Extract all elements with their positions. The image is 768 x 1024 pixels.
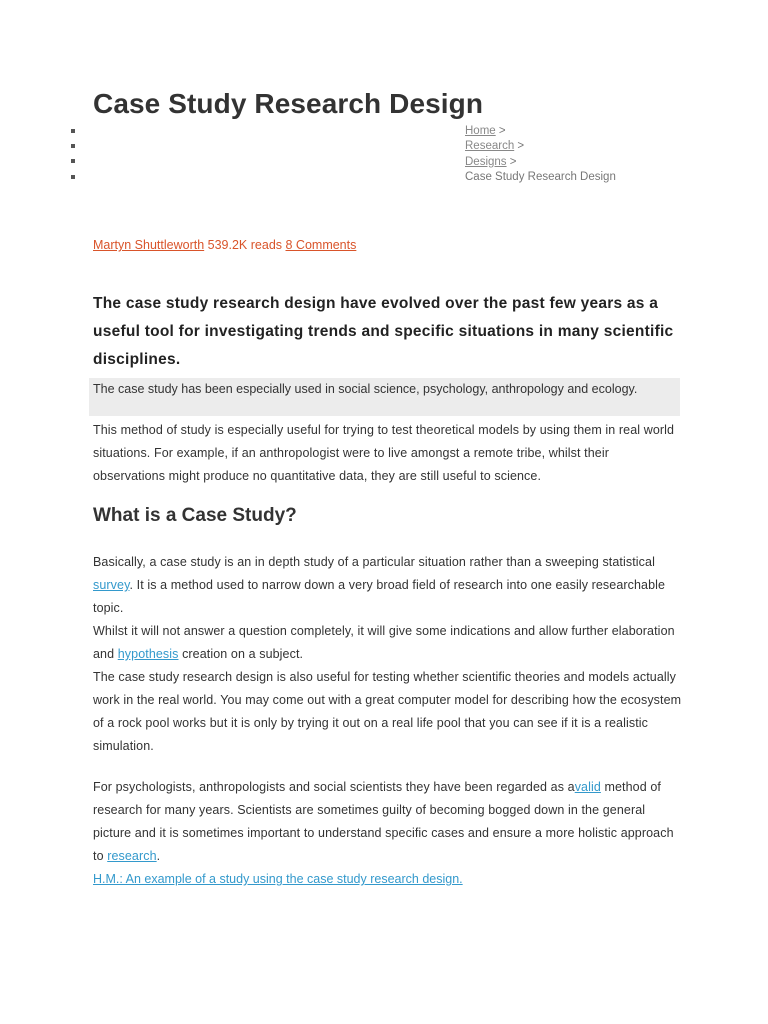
text-run: .	[156, 849, 161, 863]
breadcrumb-item	[465, 124, 616, 139]
list-bullet	[71, 129, 75, 133]
text-run: creation on a subject.	[178, 647, 304, 661]
section-heading: What is a Case Study?	[93, 505, 297, 526]
breadcrumb-item	[465, 139, 616, 154]
page-title: Case Study Research Design	[93, 88, 484, 119]
breadcrumb-separator: >	[514, 140, 525, 153]
breadcrumb-separator: >	[495, 125, 506, 137]
body-paragraph	[93, 776, 683, 868]
related-study-link[interactable]: H.M.: An example of a study using the case study research design.	[93, 872, 463, 886]
body-paragraph: This method of study is especially useful for trying to test theoretical models by using them in real world situations. For example, if an anthropologist were to live amongst a remote tribe, whilst their observations might produce no quantitative data, they are still useful to science.	[93, 423, 675, 483]
research-link[interactable]: research	[107, 849, 157, 863]
breadcrumb-current: Case Study Research Design	[465, 170, 616, 183]
list-bullet	[71, 159, 75, 163]
text-run: Basically, a case study is an in depth study of a particular situation rather than a sweeping statistical	[93, 555, 655, 569]
hypothesis-link[interactable]: hypothesis	[117, 647, 179, 661]
breadcrumb-item	[465, 155, 616, 170]
breadcrumb-separator: >	[506, 155, 517, 168]
list-bullet	[71, 175, 75, 179]
breadcrumb-link-research[interactable]: Research	[465, 140, 515, 153]
breadcrumb-link-home[interactable]: Home	[465, 125, 496, 137]
highlight-box: The case study has been especially used in social science, psychology, anthropology and ecology.	[89, 378, 680, 416]
lead-paragraph: The case study research design have evolved over the past few years as a useful tool for investigating trends and specific situations in many scientific disciplines.	[93, 295, 674, 368]
list-bullet	[71, 144, 75, 148]
body-paragraph	[93, 620, 683, 666]
body-paragraph: The case study research design is also useful for testing whether scientific theories and models actually work in the real world. You may come out with a great computer model for describing how the ecosystem of a rock pool works but it is only by trying it out on a real life pool that you can see if it is a realistic simulation.	[93, 670, 682, 753]
text-run: Whilst it will not answer a question completely, it will give some indications and allow further elaboration and	[93, 624, 675, 661]
text-run: For psychologists, anthropologists and social scientists they have been regarded as a	[93, 780, 575, 794]
read-count: 539.2K reads	[207, 238, 283, 252]
text-run: . It is a method used to narrow down a very broad field of research into one easily researchable topic.	[93, 578, 666, 615]
body-paragraph	[93, 551, 683, 620]
breadcrumb-link-designs[interactable]: Designs	[465, 155, 507, 168]
breadcrumb	[465, 124, 616, 185]
author-link[interactable]: Martyn Shuttleworth	[93, 238, 205, 252]
article-byline	[93, 238, 356, 252]
comments-link[interactable]: 8 Comments	[285, 238, 357, 252]
survey-link[interactable]: survey	[93, 578, 130, 592]
text-run: method of research for many years. Scientists are sometimes guilty of becoming bogged down in the general picture and it is sometimes important to understand specific cases and ensure a more holistic approach to	[93, 780, 674, 863]
valid-link[interactable]: valid	[574, 780, 601, 794]
